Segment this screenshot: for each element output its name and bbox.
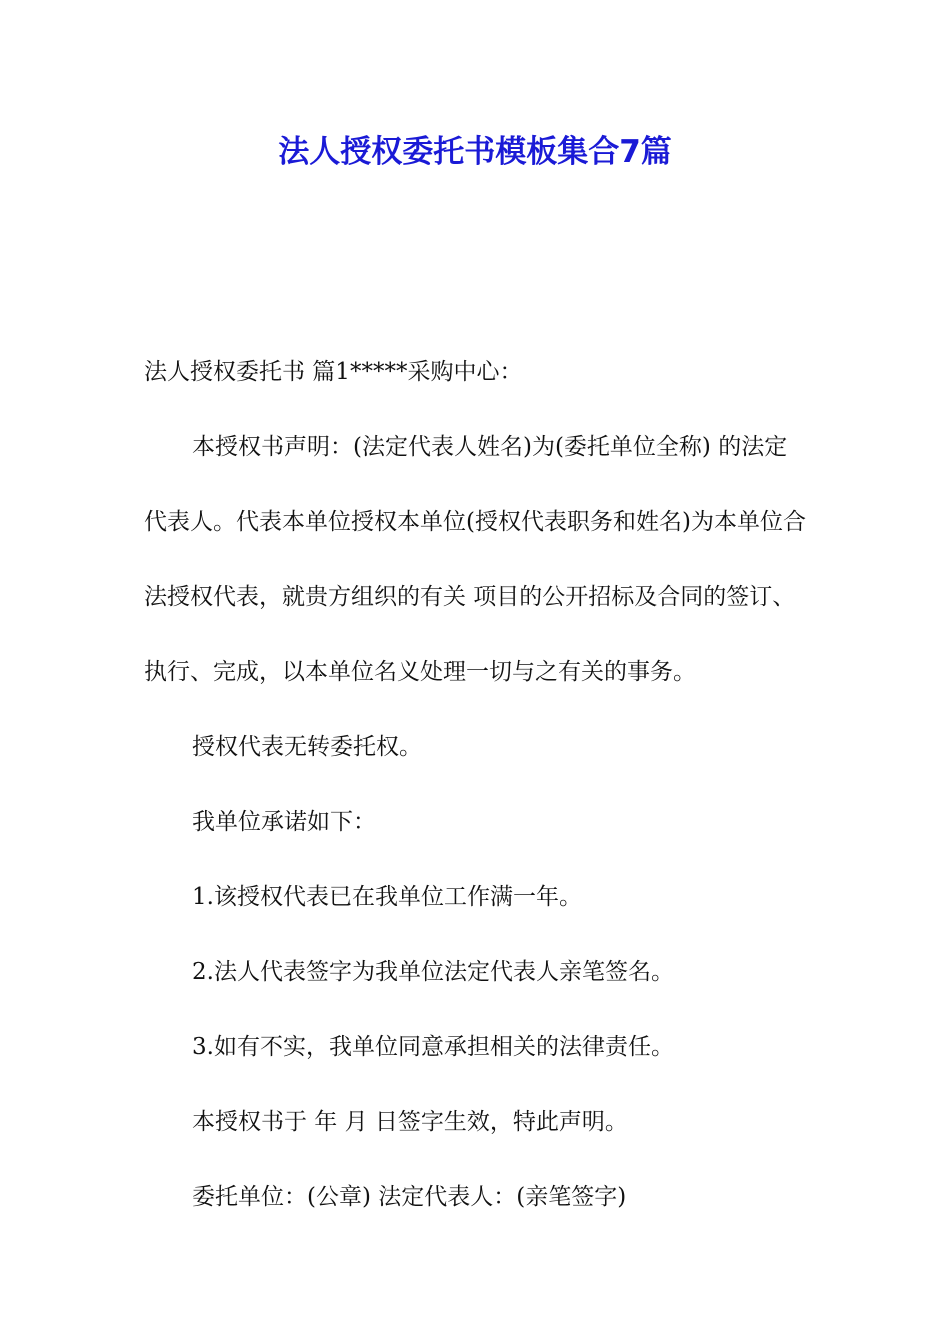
paragraph-commitment-intro: 我单位承诺如下： bbox=[192, 809, 376, 835]
paragraph-heading-line: 法人授权委托书 篇1*****采购中心： bbox=[144, 359, 523, 385]
document-title: 法人授权委托书模板集合7篇 bbox=[278, 134, 672, 170]
paragraph-signature-line: 委托单位：(公章) 法定代表人：(亲笔签字) bbox=[192, 1184, 627, 1210]
paragraph-no-subdelegation: 授权代表无转委托权。 bbox=[192, 734, 422, 760]
paragraph-declaration: 本授权书声明：(法定代表人姓名)为(委托单位全称) 的法定代表人。代表本单位授权本单位(授权代表职务和姓名)为本单位合法授权代表，就贵方组织的有关 项目的公开招标及合同的签订、执行、完成，以本单位名义处理一切与之有关的事务。 bbox=[144, 434, 806, 685]
document-body bbox=[144, 335, 808, 1235]
paragraph-commitment-1: 1.该授权代表已在我单位工作满一年。 bbox=[192, 884, 582, 910]
paragraph-commitment-3: 3.如有不实，我单位同意承担相关的法律责任。 bbox=[192, 1034, 674, 1060]
paragraph-effective-date: 本授权书于 年 月 日签字生效，特此声明。 bbox=[192, 1109, 628, 1135]
paragraph-commitment-2: 2.法人代表签字为我单位法定代表人亲笔签名。 bbox=[192, 959, 674, 985]
